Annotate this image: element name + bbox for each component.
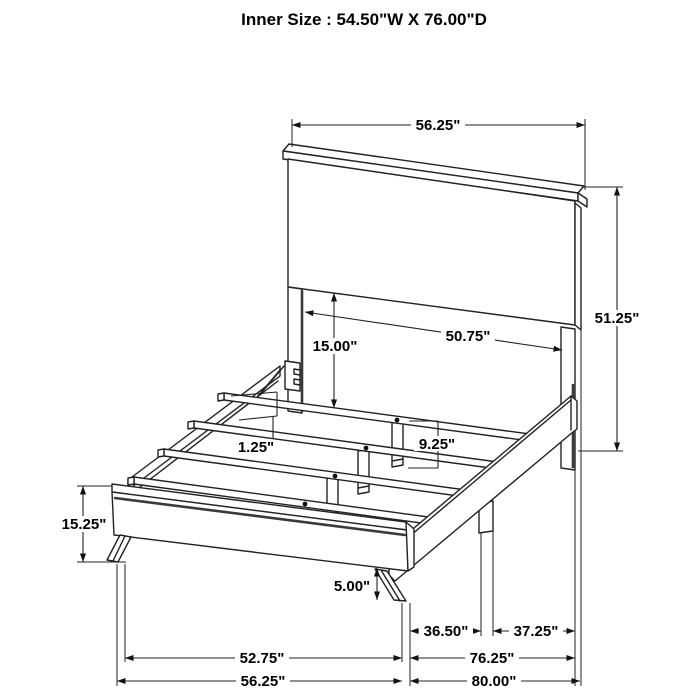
dimension-headboard-width-top bbox=[292, 117, 585, 134]
slat-end-cap bbox=[188, 421, 194, 429]
dim-label-footboard-height: 15.25" bbox=[61, 516, 107, 533]
dimension-side-rail-span bbox=[410, 650, 575, 667]
bolt-dot bbox=[364, 446, 369, 451]
dimension-overall-depth bbox=[410, 673, 580, 690]
bolt-dot bbox=[303, 502, 308, 507]
rail-bracket-plate bbox=[285, 361, 300, 391]
headboard-side-edge bbox=[575, 203, 581, 330]
dim-label-headboard-height: 51.25" bbox=[594, 310, 640, 327]
dim-label-slat-thickness: 1.25" bbox=[237, 439, 275, 456]
footboard-end-cap bbox=[406, 522, 414, 571]
slat-end-cap bbox=[128, 477, 134, 485]
bracket-hook-notch bbox=[294, 369, 300, 375]
dimension-leg-floor-clearance bbox=[334, 568, 377, 600]
dimension-footboard-span bbox=[125, 650, 402, 667]
dimension-panel-to-rail-gap bbox=[308, 293, 362, 408]
slat-end-cap bbox=[158, 449, 164, 457]
dim-label-overall-depth: 80.00" bbox=[471, 673, 517, 690]
dimension-rear-leg-spacing bbox=[493, 623, 575, 640]
dim-label-headboard-inner-width: 50.75" bbox=[445, 328, 491, 345]
dim-label-side-rail-span: 76.25" bbox=[469, 650, 515, 667]
headboard-cap-end bbox=[578, 193, 587, 207]
dim-label-headboard-width-top: 56.25" bbox=[415, 117, 461, 134]
dimension-footboard-height bbox=[57, 486, 111, 562]
dimension-headboard-height bbox=[590, 187, 644, 451]
dimension-front-leg-spacing bbox=[410, 623, 481, 640]
dim-label-leg-floor-clearance: 5.00" bbox=[333, 578, 371, 595]
diagram-title: Inner Size : 54.50"W X 76.00"D bbox=[241, 10, 487, 29]
dim-label-rear-leg-spacing: 37.25" bbox=[513, 623, 559, 640]
bolt-dot bbox=[395, 418, 400, 423]
dim-label-slat-spacing: 9.25" bbox=[418, 436, 456, 453]
bolt-dot bbox=[333, 474, 338, 479]
dim-label-panel-to-rail-gap: 15.00" bbox=[312, 338, 358, 355]
bracket-hook-notch bbox=[294, 379, 300, 385]
dimension-overall-width-bottom bbox=[117, 673, 402, 690]
dim-label-footboard-span: 52.75" bbox=[239, 650, 285, 667]
dim-label-overall-width-bottom: 56.25" bbox=[240, 673, 286, 690]
dim-label-front-leg-spacing: 36.50" bbox=[423, 623, 469, 640]
slat-end-cap bbox=[218, 393, 224, 401]
headboard-left-post bbox=[288, 287, 302, 413]
